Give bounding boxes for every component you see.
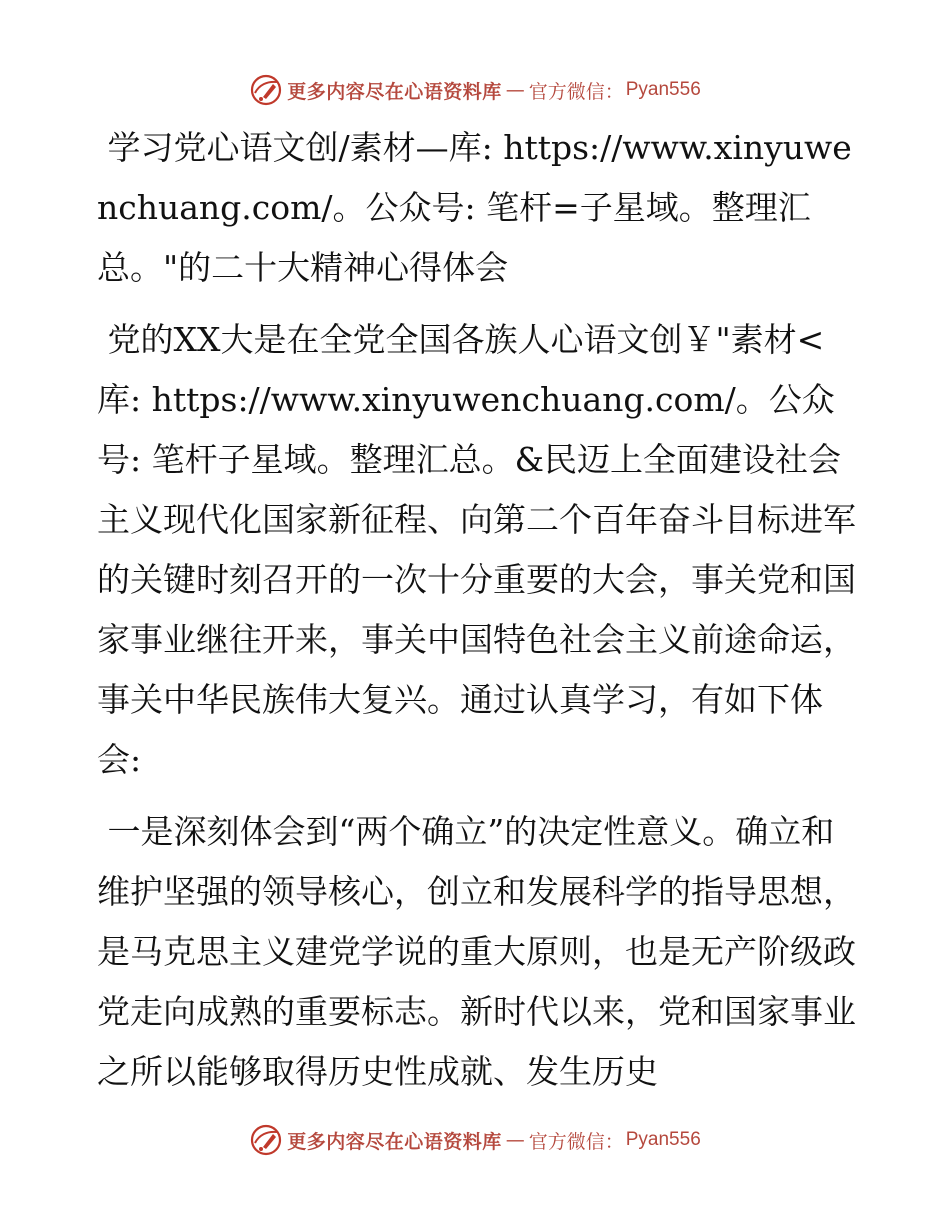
header-wechat-label: 官方微信： <box>528 80 624 103</box>
footer-wechat-label: 官方微信： <box>528 1130 624 1153</box>
header-banner <box>0 70 950 110</box>
footer-banner-separator: — <box>505 1129 525 1151</box>
header-wechat-id: Pyan556 <box>625 79 701 100</box>
footer-wechat-id: Pyan556 <box>625 1129 701 1150</box>
paragraph-overview: 党的XX大是在全党全国各族人心语文创￥"素材<库: https://www.xinyuwenchuang.com/。公众号: 笔杆子星域。整理汇总。&民迈上全面建设社会主义现代化国家新征程、向第二个百年奋斗目标进军的关键时刻召开的一次十分重要的大会，事关党和国家事业继往开来，事关中国特色社会主义前途命运，事关中华民族伟大复兴。通过认真学习，有如下体会: <box>97 320 856 779</box>
paragraph-intro: 学习党心语文创/素材—库: https://www.xinyuwenchuang.com/。公众号: 笔杆=子星域。整理汇总。"的二十大精神心得体会 <box>97 128 852 287</box>
footer-banner-text: 更多内容尽在心语资料库 <box>287 1130 502 1153</box>
header-banner-text: 更多内容尽在心语资料库 <box>287 80 502 103</box>
header-banner-separator: — <box>505 79 525 101</box>
pen-nib-circle-icon <box>249 73 283 107</box>
paragraph-point-one: 一是深刻体会到“两个确立”的决定性意义。确立和维护坚强的领导核心，创立和发展科学的指导思想，是马克思主义建党学说的重大原则，也是无产阶级政党走向成熟的重要标志。新时代以来，党和国家事业之所以能够取得历史性成就、发生历史 <box>97 812 856 1091</box>
footer-banner <box>0 1120 950 1160</box>
document-body <box>97 118 857 1102</box>
pen-nib-circle-icon <box>249 1123 283 1157</box>
